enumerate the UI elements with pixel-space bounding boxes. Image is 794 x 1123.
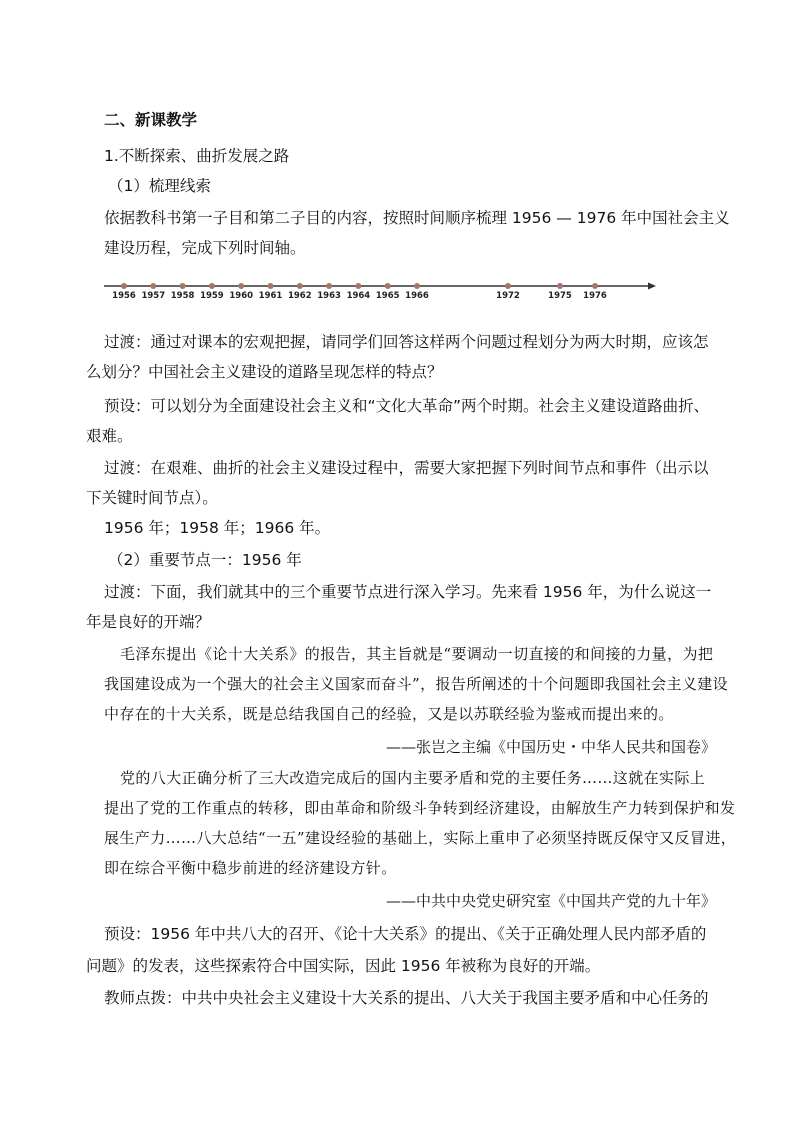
timeline-dot-1959 bbox=[209, 283, 215, 289]
timeline-year-1976: 1976 bbox=[583, 291, 607, 301]
subtitle-1: 1.不断探索、曲折发展之路 bbox=[104, 147, 290, 165]
quote-2-line-2: 提出了党的工作重点的转移，即由革命和阶级斗争转到经济建设，由解放生产力转到保护和发 bbox=[104, 799, 736, 817]
timeline-dot-1972 bbox=[505, 283, 511, 289]
timeline-dot-1961 bbox=[268, 283, 274, 289]
key-nodes-line: 1956 年；1958 年；1966 年。 bbox=[104, 519, 331, 537]
sub-heading-1: （1）梳理线索 bbox=[108, 177, 211, 195]
intro-line-1: 依据教科书第一子目和第二子目的内容，按照时间顺序梳理 1956 — 1976 年中国社会主义 bbox=[104, 209, 730, 227]
timeline-dot-1957 bbox=[150, 283, 156, 289]
timeline-year-1975: 1975 bbox=[548, 291, 572, 301]
quote-1-line-3: 中存在的十大关系，既是总结我国自己的经验，又是以苏联经验为鉴戒而提出来的。 bbox=[104, 705, 674, 723]
timeline-dot-1963 bbox=[326, 283, 332, 289]
transition-2-line-2: 下关键时间节点）。 bbox=[86, 489, 218, 507]
timeline-year-1957: 1957 bbox=[141, 291, 166, 301]
timeline-year-1972: 1972 bbox=[496, 291, 520, 301]
preset-2-line-1: 预设：1956 年中共八大的召开、《论十大关系》的提出、《关于正确处理人民内部矛盾的 bbox=[104, 925, 707, 943]
timeline-year-1960: 1960 bbox=[229, 291, 254, 301]
transition-1-line-1: 过渡：通过对课本的宏观把握，请同学们回答这样两个问题过程划分为两大时期，应该怎 bbox=[104, 333, 709, 351]
timeline-year-1959: 1959 bbox=[200, 291, 224, 301]
preset-1-line-1: 预设：可以划分为全面建设社会主义和“文化大革命”两个时期。社会主义建设道路曲折、 bbox=[104, 397, 710, 415]
timeline-year-1964: 1964 bbox=[346, 291, 371, 301]
transition-3-line-2: 年是良好的开端？ bbox=[86, 613, 211, 631]
preset-2-line-2: 问题》的发表，这些探索符合中国实际，因此 1956 年被称为良好的开端。 bbox=[86, 957, 601, 975]
timeline-dot-1975 bbox=[557, 283, 563, 289]
teacher-note-line-1: 教师点拨：中共中央社会主义建设十大关系的提出、八大关于我国主要矛盾和中心任务的 bbox=[104, 989, 709, 1007]
timeline-dot-1976 bbox=[592, 283, 598, 289]
sub-heading-2: （2）重要节点一：1956 年 bbox=[108, 551, 302, 569]
timeline-dot-1962 bbox=[297, 283, 303, 289]
intro-line-2: 建设历程，完成下列时间轴。 bbox=[104, 239, 306, 257]
timeline-dot-1964 bbox=[355, 283, 361, 289]
timeline-year-1956: 1956 bbox=[112, 291, 136, 301]
timeline bbox=[100, 276, 660, 306]
timeline-arrow-icon bbox=[648, 283, 656, 290]
quote-2-line-1: 党的八大正确分析了三大改造完成后的国内主要矛盾和党的主要任务……这就在实际上 bbox=[120, 769, 706, 787]
quote-2-line-4: 即在综合平衡中稳步前进的经济建设方针。 bbox=[104, 859, 397, 877]
timeline-year-1963: 1963 bbox=[317, 291, 341, 301]
timeline-year-1966: 1966 bbox=[405, 291, 429, 301]
timeline-dot-1960 bbox=[238, 283, 244, 289]
transition-3-line-1: 过渡：下面，我们就其中的三个重要节点进行深入学习。先来看 1956 年，为什么说这一 bbox=[104, 583, 712, 601]
timeline-year-1958: 1958 bbox=[170, 291, 195, 301]
timeline-dot-1966 bbox=[414, 283, 420, 289]
timeline-year-1962: 1962 bbox=[287, 291, 312, 301]
quote-2-source: ——中共中央党史研究室《中国共产党的九十年》 bbox=[385, 892, 716, 910]
quote-1-line-2: 我国建设成为一个强大的社会主义国家而奋斗”，报告所阐述的十个问题即我国社会主义建设 bbox=[104, 675, 729, 693]
preset-1-line-2: 艰难。 bbox=[86, 427, 133, 445]
quote-1-source: ——张岂之主编《中国历史・中华人民共和国卷》 bbox=[385, 738, 716, 756]
timeline-dot-1965 bbox=[385, 283, 391, 289]
timeline-year-1965: 1965 bbox=[375, 291, 400, 301]
transition-2-line-1: 过渡：在艰难、曲折的社会主义建设过程中，需要大家把握下列时间节点和事件（出示以 bbox=[104, 459, 709, 477]
quote-2-line-3: 展生产力……八大总结“一五”建设经验的基础上，实际上重申了必须坚持既反保守又反冒进， bbox=[104, 829, 737, 847]
quote-1-line-1: 毛泽东提出《论十大关系》的报告，其主旨就是“要调动一切直接的和间接的力量，为把 bbox=[120, 645, 714, 663]
timeline-dot-1958 bbox=[180, 283, 186, 289]
section-title: 二、新课教学 bbox=[104, 111, 198, 129]
timeline-year-1961: 1961 bbox=[258, 291, 283, 301]
timeline-dot-1956 bbox=[121, 283, 127, 289]
transition-1-line-2: 么划分？中国社会主义建设的道路呈现怎样的特点？ bbox=[86, 363, 443, 381]
